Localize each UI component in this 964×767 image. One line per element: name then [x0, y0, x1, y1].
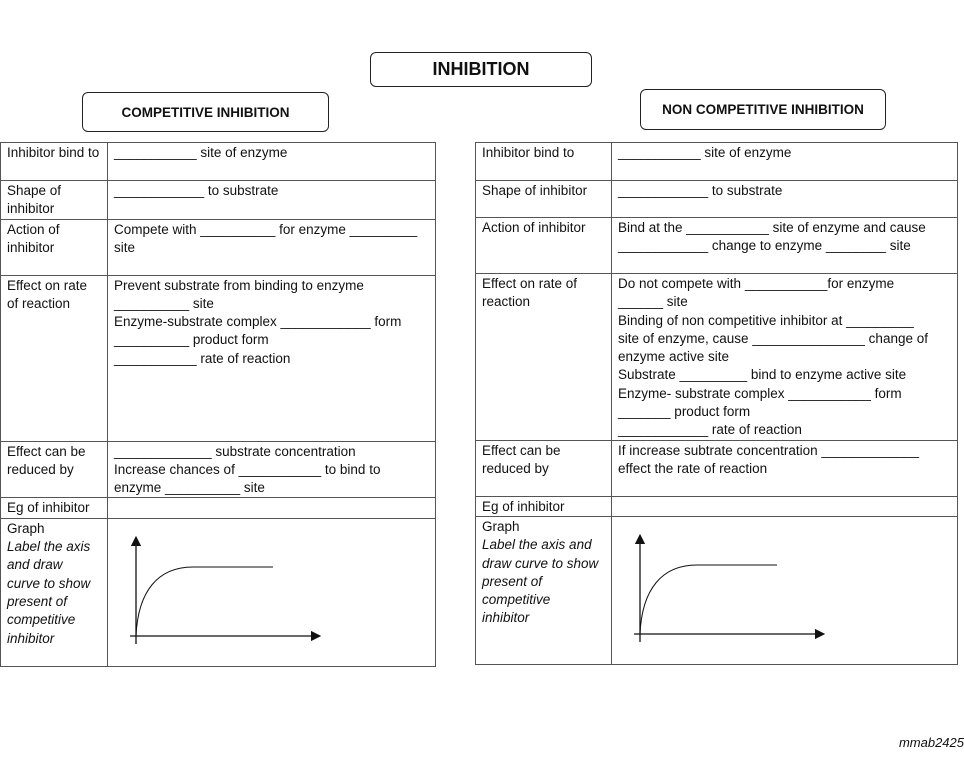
table-row — [476, 181, 958, 218]
reaction-curve — [640, 565, 777, 634]
row-label: Action of inhibitor — [1, 219, 108, 275]
page-title: INHIBITION — [370, 52, 592, 87]
graph-axes — [108, 519, 436, 665]
graph-area — [108, 518, 436, 666]
row-label: Shape of inhibitor — [476, 181, 612, 218]
table-row — [1, 518, 436, 666]
competitive-table — [0, 142, 436, 667]
competitive-heading: COMPETITIVE INHIBITION — [82, 92, 329, 132]
row-label: Inhibitor bind to — [1, 143, 108, 181]
row-content: _____________ substrate concentration Increase chances of ___________ to bind to enzyme __________ site — [108, 441, 436, 498]
table-row — [476, 143, 958, 181]
table-row — [1, 219, 436, 275]
row-label: Eg of inhibitor — [1, 498, 108, 518]
noncompetitive-table — [475, 142, 958, 665]
row-label: Effect can be reduced by — [476, 440, 612, 496]
row-content: Bind at the ___________ site of enzyme and cause ____________ change to enzyme ________ site — [612, 218, 958, 274]
noncompetitive-heading: NON COMPETITIVE INHIBITION — [640, 89, 886, 130]
row-content: ____________ to substrate — [108, 181, 436, 220]
table-row — [1, 441, 436, 498]
table-row — [1, 498, 436, 518]
table-row — [476, 440, 958, 496]
row-content: ___________ site of enzyme — [108, 143, 436, 181]
row-content — [108, 498, 436, 518]
reaction-curve — [136, 567, 273, 636]
graph-label-cell: Graph Label the axis and draw curve to show present of competitive inhibitor — [1, 518, 108, 666]
graph-area — [612, 516, 958, 664]
table-row — [476, 516, 958, 664]
row-label: Effect on rate of reaction — [1, 275, 108, 441]
author-tag: mmab2425 — [898, 735, 964, 750]
table-row — [1, 181, 436, 220]
row-content: If increase subtrate concentration _____________ effect the rate of reaction — [612, 440, 958, 496]
row-content: ____________ to substrate — [612, 181, 958, 218]
table-row — [1, 275, 436, 441]
row-content: Compete with __________ for enzyme _________ site — [108, 219, 436, 275]
table-row — [476, 218, 958, 274]
graph-label-cell: Graph Label the axis and draw curve to show present of competitive inhibitor — [476, 516, 612, 664]
table-row — [476, 274, 958, 441]
row-label: Action of inhibitor — [476, 218, 612, 274]
graph-axes — [612, 517, 958, 663]
row-label: Effect on rate of reaction — [476, 274, 612, 441]
row-content: Do not compete with ___________for enzyme ______ site Binding of non competitive inhibitor at _________ site of enzyme, cause _______________ change of enzyme active site Substrate _________ bind to enzyme active site Enzyme- substrate complex ___________ form _______ product form ____________ rate of reaction — [612, 274, 958, 441]
row-content — [612, 496, 958, 516]
row-label: Shape of inhibitor — [1, 181, 108, 220]
table-row — [1, 143, 436, 181]
row-label: Inhibitor bind to — [476, 143, 612, 181]
table-row — [476, 496, 958, 516]
row-content: ___________ site of enzyme — [612, 143, 958, 181]
row-label: Eg of inhibitor — [476, 496, 612, 516]
row-label: Effect can be reduced by — [1, 441, 108, 498]
row-content: Prevent substrate from binding to enzyme __________ site Enzyme-substrate complex ____________ form __________ product form ___________ rate of reaction — [108, 275, 436, 441]
